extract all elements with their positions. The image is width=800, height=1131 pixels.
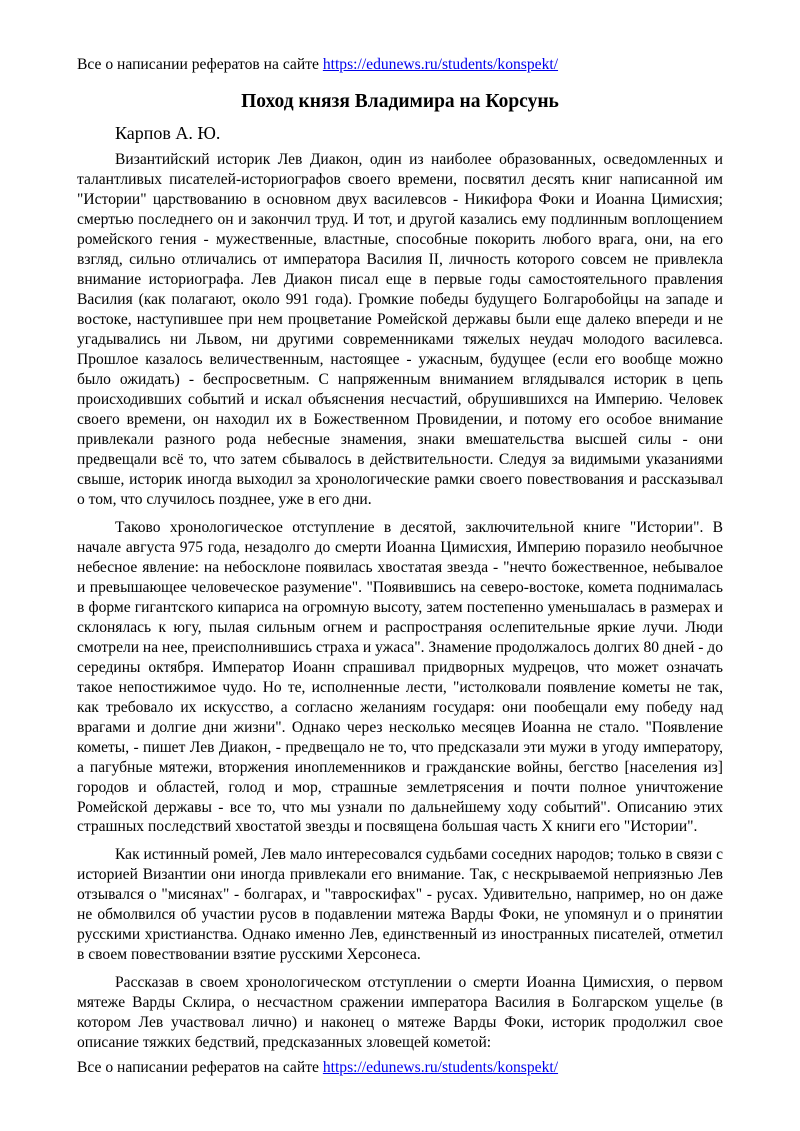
paragraph: Византийский историк Лев Диакон, один из наиболее образованных, осведомленных и талантливых писателей-историографов своего времени, посвятил десять книг написанной им "Истории" царствованию в основном двух василевсов - Никифора Фоки и Иоанна Цимисхия; смертью последнего он и закончил труд. И тот, и другой казались ему подлинным воплощением ромейского гения - мужественные, властные, способные покорить любого врага, они, на его взгляд, сильно отличались от императора Василия II, личность которого совсем не привлекла внимание историографа. Лев Диакон писал еще в первые годы самостоятельного правления Василия (как полагают, около 991 года). Громкие победы будущего Болгаробойцы на западе и востоке, наступившее при нем процветание Ромейской державы были еще далеко впереди и не угадывались ни Львом, ни другими современниками тяжелых неудач молодого василевса. Прошлое казалось величественным, настоящее - ужасным, будущее (если его вообще можно было ожидать) - беспросветным. С напряженным вниманием вглядывался историк в цепь происходивших событий и искал объяснения несчастий, обрушившихся на Империю. Человек своего времени, он находил их в Божественном Провидении, и потому его особое внимание привлекали разного рода небесные знамения, знаки вмешательства высшей силы - они предвещали всё то, что затем сбывалось в действительности. Следуя за видимыми указаниями свыше, историк иногда выходил за хронологические рамки своего повествования и рассказывал о том, что случилось позднее, уже в его дни. xyxy=(77,151,723,508)
header-link[interactable]: https://edunews.ru/students/konspekt/ xyxy=(322,56,559,73)
header-text: Все о написании рефератов на сайте xyxy=(77,56,323,73)
paragraph: Рассказав в своем хронологическом отступлении о смерти Иоанна Цимисхия, о первом мятеже Варды Склира, о несчастном сражении императора Василия в Болгарском ущелье (в котором Лев участвовал лично) и наконец о мятеже Варды Фоки, историк продолжил свое описание тяжких бедствий, предсказанных зловещей кометой: xyxy=(77,974,723,1052)
footer-text: Все о написании рефератов на сайте xyxy=(77,1059,323,1076)
document-author: Карпов А. Ю. xyxy=(115,123,221,143)
document-body xyxy=(77,150,723,1061)
document-title: Поход князя Владимира на Корсунь xyxy=(241,91,559,112)
page-header xyxy=(77,55,727,75)
page-footer xyxy=(77,1058,727,1078)
paragraph: Таково хронологическое отступление в десятой, заключительной книге "Истории". В начале августа 975 года, незадолго до смерти Иоанна Цимисхия, Империю поразило необычное небесное явление: на небосклоне появилась хвостатая звезда - "нечто божественное, небывалое и превышающее человеческое разумение". "Появившись на северо-востоке, комета поднималась в форме гигантского кипариса на огромную высоту, затем постепенно уменьшалась в размерах и склонялась к югу, пылая сильным огнем и распространяя ослепительные яркие лучи. Люди смотрели на нее, преисполнившись страха и ужаса". Знамение продолжалось долгих 80 дней - до середины октября. Император Иоанн спрашивал придворных мудрецов, что может означать такое непостижимое чудо. Но те, исполненные лести, "истолковали появление кометы не так, как требовало их искусство, а согласно желаниям государя: они пообещали ему победу над врагами и долгие дни жизни". Однако через несколько месяцев Иоанна не стало. "Появление кометы, - пишет Лев Диакон, - предвещало не то, что предсказали эти мужи в угоду императору, а пагубные мятежи, вторжения иноплеменников и гражданские войны, бегство [населения из] городов и областей, голод и мор, страшные землетрясения и почти полное уничтожение Ромейской державы - все то, что мы узнали по дальнейшему ходу событий". Описанию этих страшных последствий хвостатой звезды и посвящена большая часть X книги его "Истории". xyxy=(77,518,723,836)
footer-link[interactable]: https://edunews.ru/students/konspekt/ xyxy=(322,1059,559,1076)
paragraph: Как истинный ромей, Лев мало интересовался судьбами соседних народов; только в связи с историей Византии они иногда привлекали его внимание. Так, с нескрываемой неприязнью Лев отзывался о "мисянах" - болгарах, и "тавроскифах" - русах. Удивительно, например, но он даже не обмолвился об участии русов в подавлении мятежа Варды Фоки, не упомянул и о принятии русскими христианства. Однако именно Лев, единственный из иностранных писателей, отметил в своем повествовании взятие русскими Херсонеса. xyxy=(77,846,723,964)
